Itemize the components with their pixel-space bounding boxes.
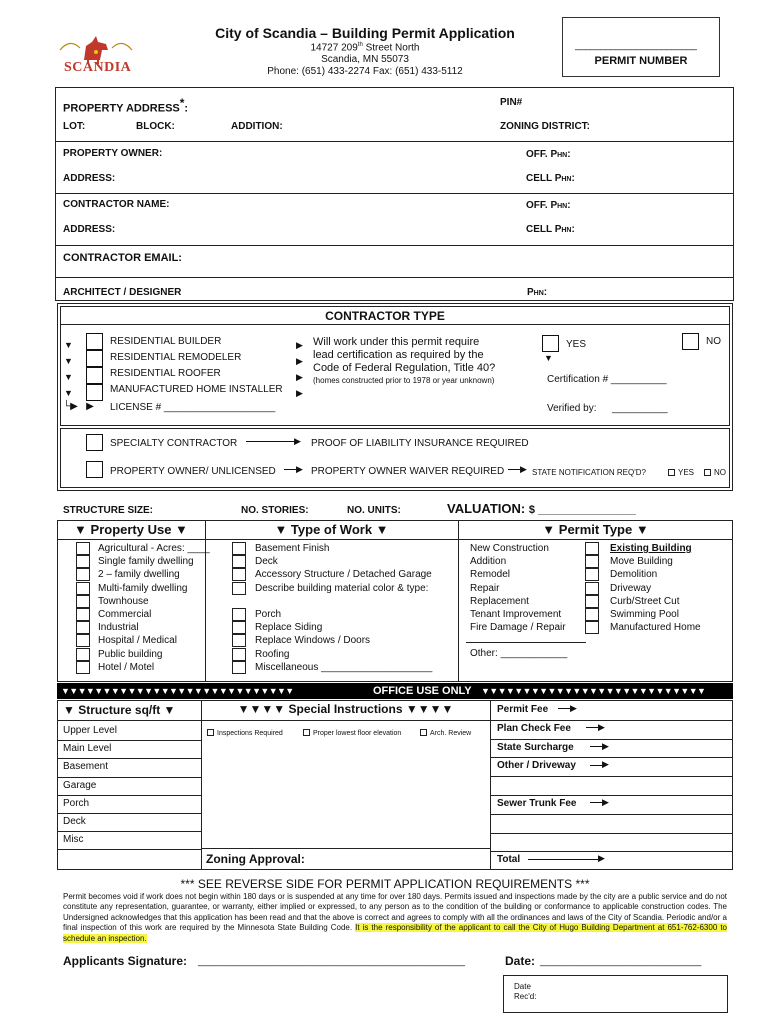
fee-row-label[interactable]: Other / Driveway bbox=[497, 760, 576, 772]
type-of-work-item: Replace Windows / Doors bbox=[255, 635, 371, 647]
type-of-work-checkbox[interactable] bbox=[232, 608, 246, 621]
type-of-work-checkbox[interactable] bbox=[232, 634, 246, 647]
permit-type-item: Remodel bbox=[470, 569, 511, 581]
permit-type-list bbox=[470, 542, 566, 634]
owner-office-phone-label[interactable]: OFF. Phn: bbox=[526, 149, 571, 160]
permit-type-checkbox[interactable] bbox=[585, 568, 599, 581]
property-use-header: ▼ Property Use ▼ bbox=[74, 522, 188, 537]
type-of-work-item: Miscellaneous ____________________ bbox=[255, 661, 433, 673]
fee-row-label[interactable]: Sewer Trunk Fee bbox=[497, 798, 577, 809]
state-notification-label: STATE NOTIFICATION REQ'D? bbox=[532, 468, 646, 477]
contractor-name-label[interactable]: CONTRACTOR NAME: bbox=[63, 199, 170, 210]
date-label: Date: bbox=[505, 954, 536, 968]
property-owner-unlicensed-label: PROPERTY OWNER/ UNLICENSED bbox=[110, 466, 276, 477]
city-address-line2: Scandia, MN 55073 bbox=[321, 54, 409, 65]
fee-row-line bbox=[490, 833, 733, 834]
owner-cell-phone-label[interactable]: CELL Phn: bbox=[526, 173, 575, 184]
lot-label[interactable]: LOT: bbox=[63, 121, 86, 132]
date-received-box bbox=[503, 975, 728, 1013]
fee-row-line bbox=[490, 739, 733, 740]
property-owner-label[interactable]: PROPERTY OWNER: bbox=[63, 148, 163, 159]
property-use-item: Hospital / Medical bbox=[98, 635, 177, 647]
existing-building-item: Swimming Pool bbox=[610, 609, 679, 621]
specialty-contractor-label: SPECIALTY CONTRACTOR bbox=[110, 438, 238, 449]
specialty-arrow-icon: ▶ bbox=[246, 436, 301, 447]
property-use-list bbox=[98, 542, 210, 674]
fee-row-label[interactable]: Total bbox=[497, 854, 521, 866]
sqft-row-label: Main Level bbox=[63, 743, 112, 755]
sqft-row-line bbox=[57, 758, 201, 759]
type-of-work-item: Porch bbox=[255, 609, 282, 620]
permit-type-item: New Construction bbox=[470, 543, 549, 554]
property-use-checkbox[interactable] bbox=[76, 634, 90, 647]
permit-type-item: Addition bbox=[470, 556, 507, 568]
residential-remodeler-label: RESIDENTIAL REMODELER bbox=[110, 352, 242, 363]
type-of-work-checkbox[interactable] bbox=[232, 621, 246, 634]
property-use-item: Townhouse bbox=[98, 595, 149, 607]
fee-row-line bbox=[490, 776, 733, 777]
sqft-row-label: Deck bbox=[63, 816, 86, 827]
state-yes-option[interactable]: YES bbox=[668, 468, 694, 477]
sqft-row-line bbox=[57, 777, 201, 778]
owner-address-label[interactable]: ADDRESS: bbox=[63, 173, 116, 184]
sqft-row-line bbox=[57, 849, 201, 850]
license-label[interactable]: LICENSE # ____________________ bbox=[110, 402, 276, 413]
license-arrow-icon: └▶ ▶ bbox=[63, 401, 94, 412]
fee-row-line bbox=[490, 814, 733, 815]
fee-row-line bbox=[490, 720, 733, 721]
existing-building-list bbox=[610, 542, 701, 634]
zoning-district-label[interactable]: ZONING DISTRICT: bbox=[500, 121, 590, 132]
no-stories-label[interactable]: NO. STORIES: bbox=[241, 505, 309, 516]
existing-building-title: Existing Building bbox=[610, 543, 692, 554]
office-use-banner bbox=[57, 683, 733, 699]
verified-by-blank[interactable]: __________ bbox=[612, 403, 668, 414]
legal-paragraph: Permit becomes void if work does not begin within 180 days or is suspended at any time for over 180 days. Permits issued and inspections made by the city are a public service and do not constitute any representation, guarantee, or warranty, either implied or expressed, to any person as to the condition of the building or conformance to applicable construction codes. The Undersigned acknowledges that this application has been read and that the above is correct and agrees to comply with all the ordinances and laws of the City of Scandia. Periodic and/or a final inspection of this work are required by the Minnesota State Building Code. It is the responsibility of the applicant to call the City of Hugo Building Department at 651-762-6300 to schedule an inspection. bbox=[63, 892, 727, 943]
lead-question-note: (homes constructed prior to 1978 or year unknown) bbox=[313, 376, 495, 385]
certification-label[interactable]: Certification # __________ bbox=[547, 374, 667, 385]
property-use-item: 2 – family dwelling bbox=[98, 569, 180, 581]
waiver-arrow-icon: ▶ bbox=[508, 464, 527, 475]
sqft-row-label: Misc bbox=[63, 834, 84, 846]
property-use-checkbox[interactable] bbox=[76, 648, 90, 661]
city-logo bbox=[50, 30, 142, 78]
permit-number-blank: ________________________ bbox=[575, 40, 697, 51]
property-use-checkbox[interactable] bbox=[76, 582, 90, 595]
permit-type-checkbox[interactable] bbox=[585, 595, 599, 608]
fee-arrow-icon: ▶ bbox=[528, 853, 605, 864]
fee-row-line bbox=[490, 851, 733, 852]
property-owner-unlicensed-checkbox[interactable] bbox=[86, 461, 103, 478]
date-received-label-2: Rec'd: bbox=[514, 992, 537, 1001]
existing-building-item: Move Building bbox=[610, 556, 673, 568]
date-field[interactable]: _____________________________ bbox=[540, 956, 702, 967]
fee-arrow-icon: ▶ bbox=[590, 759, 609, 770]
lead-yes-checkbox[interactable] bbox=[542, 335, 559, 352]
lead-yes-label: YES bbox=[566, 339, 587, 350]
permit-type-checkbox[interactable] bbox=[585, 621, 599, 634]
property-use-checkbox[interactable] bbox=[76, 621, 90, 634]
special-instructions-header: ▼▼▼▼ Special Instructions ▼▼▼▼ bbox=[237, 702, 454, 716]
fee-arrow-icon: ▶ bbox=[558, 703, 577, 714]
lead-question-line3: Code of Federal Regulation, Title 40? bbox=[313, 362, 496, 374]
arch-review-option[interactable]: Arch. Review bbox=[420, 729, 471, 737]
manufactured-home-label: MANUFACTURED HOME INSTALLER bbox=[110, 384, 283, 395]
existing-building-item: Curb/Street Cut bbox=[610, 595, 680, 607]
yes-down-arrow-icon: ▼ bbox=[544, 353, 553, 363]
permit-type-item: Fire Damage / Repair bbox=[470, 622, 566, 634]
no-units-label[interactable]: NO. UNITS: bbox=[347, 505, 401, 516]
permit-type-checkbox[interactable] bbox=[585, 542, 599, 555]
applicant-info-box bbox=[55, 87, 734, 301]
property-use-checkbox[interactable] bbox=[76, 555, 90, 568]
right-arrows: ▶ ▶ ▶ ▶ bbox=[296, 340, 303, 398]
type-of-work-item: Deck bbox=[255, 556, 278, 568]
fee-row-line bbox=[490, 795, 733, 796]
banner-arrows-left: ▼▼▼▼▼▼▼▼▼▼▼▼▼▼▼▼▼▼▼▼▼▼▼▼▼▼▼▼ bbox=[61, 686, 294, 696]
property-use-item: Public building bbox=[98, 648, 163, 660]
valuation-label[interactable]: VALUATION: $ ________________ bbox=[447, 501, 636, 516]
type-of-work-item: Accessory Structure / Detached Garage bbox=[255, 569, 432, 581]
type-of-work-item: Describe building material color & type: bbox=[255, 582, 429, 594]
type-of-work-item: Basement Finish bbox=[255, 543, 330, 554]
lead-no-label: NO bbox=[706, 336, 721, 347]
existing-building-item: Driveway bbox=[610, 582, 652, 594]
office-use-label: OFFICE USE ONLY bbox=[373, 685, 472, 697]
lead-question-line2: lead certification as required by the bbox=[313, 349, 484, 361]
type-of-work-item: Replace Siding bbox=[255, 622, 323, 634]
permit-type-header: ▼ Permit Type ▼ bbox=[542, 522, 649, 537]
property-use-item: Multi-family dwelling bbox=[98, 582, 188, 594]
type-of-work-list-b bbox=[255, 608, 432, 674]
contractor-arrows: ▼ ▼ ▼ ▼ bbox=[64, 340, 73, 398]
signature-field[interactable]: ________________________________________________ bbox=[198, 956, 465, 967]
property-use-item: Hotel / Motel bbox=[98, 661, 155, 673]
residential-remodeler-checkbox[interactable] bbox=[86, 350, 103, 367]
specialty-contractor-checkbox[interactable] bbox=[86, 434, 103, 451]
fee-arrow-icon: ▶ bbox=[586, 722, 605, 733]
inspections-required-option[interactable]: Inspections Required bbox=[207, 729, 283, 737]
fee-arrow-icon: ▶ bbox=[590, 797, 609, 808]
property-use-checkbox[interactable] bbox=[76, 568, 90, 581]
sqft-row-line bbox=[57, 740, 201, 741]
type-of-work-header: ▼ Type of Work ▼ bbox=[274, 522, 389, 537]
page-title: City of Scandia – Building Permit Application bbox=[215, 25, 515, 41]
structure-size-label[interactable]: STRUCTURE SIZE: bbox=[63, 505, 153, 516]
owner-waiver-label: PROPERTY OWNER WAIVER REQUIRED bbox=[311, 466, 505, 477]
office-use-box bbox=[57, 700, 733, 870]
residential-roofer-checkbox[interactable] bbox=[86, 367, 103, 384]
property-use-checkbox[interactable] bbox=[76, 542, 90, 555]
contractor-address-label[interactable]: ADDRESS: bbox=[63, 224, 116, 235]
manufactured-home-installer-checkbox[interactable] bbox=[86, 384, 103, 401]
property-address-label[interactable]: PROPERTY ADDRESS*: bbox=[63, 96, 189, 115]
property-use-item: Industrial bbox=[98, 622, 139, 634]
type-of-work-checkbox[interactable] bbox=[232, 542, 246, 555]
city-phone: Phone: (651) 433-2274 Fax: (651) 433-5112 bbox=[267, 66, 463, 77]
addition-label[interactable]: ADDITION: bbox=[231, 121, 283, 132]
lead-question-line1: Will work under this permit require bbox=[313, 336, 480, 348]
type-of-work-checkbox[interactable] bbox=[232, 648, 246, 661]
permit-number-label: PERMIT NUMBER bbox=[594, 55, 688, 67]
property-use-item: Single family dwelling bbox=[98, 556, 194, 568]
type-of-work-checkbox[interactable] bbox=[232, 555, 246, 568]
verified-by-label: Verified by: bbox=[547, 403, 597, 414]
city-address-line1: 14727 209th Street North bbox=[310, 42, 420, 54]
permit-type-item: Tenant Improvement bbox=[470, 609, 562, 621]
contractor-type-title: CONTRACTOR TYPE bbox=[325, 309, 445, 323]
architect-phone-label[interactable]: Phn: bbox=[527, 287, 548, 298]
block-label[interactable]: BLOCK: bbox=[136, 121, 175, 132]
property-use-checkbox[interactable] bbox=[76, 608, 90, 621]
fee-row-label[interactable]: Plan Check Fee bbox=[497, 722, 571, 734]
permit-type-item: Replacement bbox=[470, 595, 529, 607]
sqft-row-line bbox=[57, 795, 201, 796]
date-received-label-1: Date bbox=[514, 982, 531, 991]
property-use-checkbox[interactable] bbox=[76, 595, 90, 608]
logo-text: SCANDIA bbox=[64, 60, 132, 75]
residential-builder-checkbox[interactable] bbox=[86, 333, 103, 350]
lead-no-checkbox[interactable] bbox=[682, 333, 699, 350]
residential-builder-label: RESIDENTIAL BUILDER bbox=[110, 336, 222, 347]
type-of-work-item: Roofing bbox=[255, 648, 290, 660]
type-of-work-checkbox[interactable] bbox=[232, 582, 246, 595]
permit-type-checkbox[interactable] bbox=[585, 608, 599, 621]
sqft-row-label: Porch bbox=[63, 797, 90, 809]
fee-arrow-icon: ▶ bbox=[590, 741, 609, 752]
fee-row-label[interactable]: Permit Fee bbox=[497, 704, 549, 715]
structure-sqft-header: ▼ Structure sq/ft ▼ bbox=[63, 703, 176, 717]
pin-label[interactable]: PIN# bbox=[500, 97, 523, 108]
sqft-row-line bbox=[57, 831, 201, 832]
state-no-option[interactable]: NO bbox=[704, 468, 726, 477]
sqft-row-label: Garage bbox=[63, 779, 97, 791]
sqft-row-label: Upper Level bbox=[63, 725, 117, 736]
contractor-email-label[interactable]: CONTRACTOR EMAIL: bbox=[63, 252, 182, 264]
fee-row-label[interactable]: State Surcharge bbox=[497, 741, 574, 753]
permit-type-other[interactable]: Other: ____________ bbox=[470, 648, 568, 659]
property-use-checkbox[interactable] bbox=[76, 661, 90, 674]
residential-roofer-label: RESIDENTIAL ROOFER bbox=[110, 368, 221, 379]
fee-row-line bbox=[490, 757, 733, 758]
banner-arrows-right: ▼▼▼▼▼▼▼▼▼▼▼▼▼▼▼▼▼▼▼▼▼▼▼▼▼▼▼ bbox=[481, 686, 706, 696]
sqft-row-label: Basement bbox=[63, 761, 109, 773]
proper-floor-option[interactable]: Proper lowest floor elevation bbox=[303, 729, 401, 737]
type-of-work-checkbox[interactable] bbox=[232, 568, 246, 581]
type-of-work-list-a bbox=[255, 542, 432, 595]
type-of-work-checkbox[interactable] bbox=[232, 661, 246, 674]
permit-number-box[interactable] bbox=[562, 17, 720, 77]
permit-type-item: Repair bbox=[470, 582, 500, 594]
proof-insurance-label: PROOF OF LIABILITY INSURANCE REQUIRED bbox=[311, 438, 529, 449]
existing-building-item: Demolition bbox=[610, 569, 658, 581]
property-use-item: Commercial bbox=[98, 609, 152, 621]
architect-label[interactable]: ARCHITECT / DESIGNER bbox=[63, 287, 182, 298]
contractor-cell-phone-label[interactable]: CELL Phn: bbox=[526, 224, 575, 235]
inspection-highlight: It is the responsibility of the applicant to call the City of Hugo Building Department at 651-762-6300 to schedule an inspection. bbox=[63, 923, 727, 943]
permit-type-checkbox[interactable] bbox=[585, 555, 599, 568]
owner-arrow-icon: ▶ bbox=[284, 464, 303, 475]
sqft-row-line bbox=[57, 813, 201, 814]
signature-label: Applicants Signature: bbox=[63, 954, 188, 968]
property-use-item: Agricultural - Acres: ____ bbox=[98, 543, 210, 554]
contractor-office-phone-label[interactable]: OFF. Phn: bbox=[526, 200, 571, 211]
reverse-side-notice: *** SEE REVERSE SIDE FOR PERMIT APPLICATION REQUIREMENTS *** bbox=[180, 877, 590, 891]
zoning-approval-label[interactable]: Zoning Approval: bbox=[206, 852, 305, 866]
permit-type-checkbox[interactable] bbox=[585, 582, 599, 595]
existing-building-item: Manufactured Home bbox=[610, 622, 701, 634]
